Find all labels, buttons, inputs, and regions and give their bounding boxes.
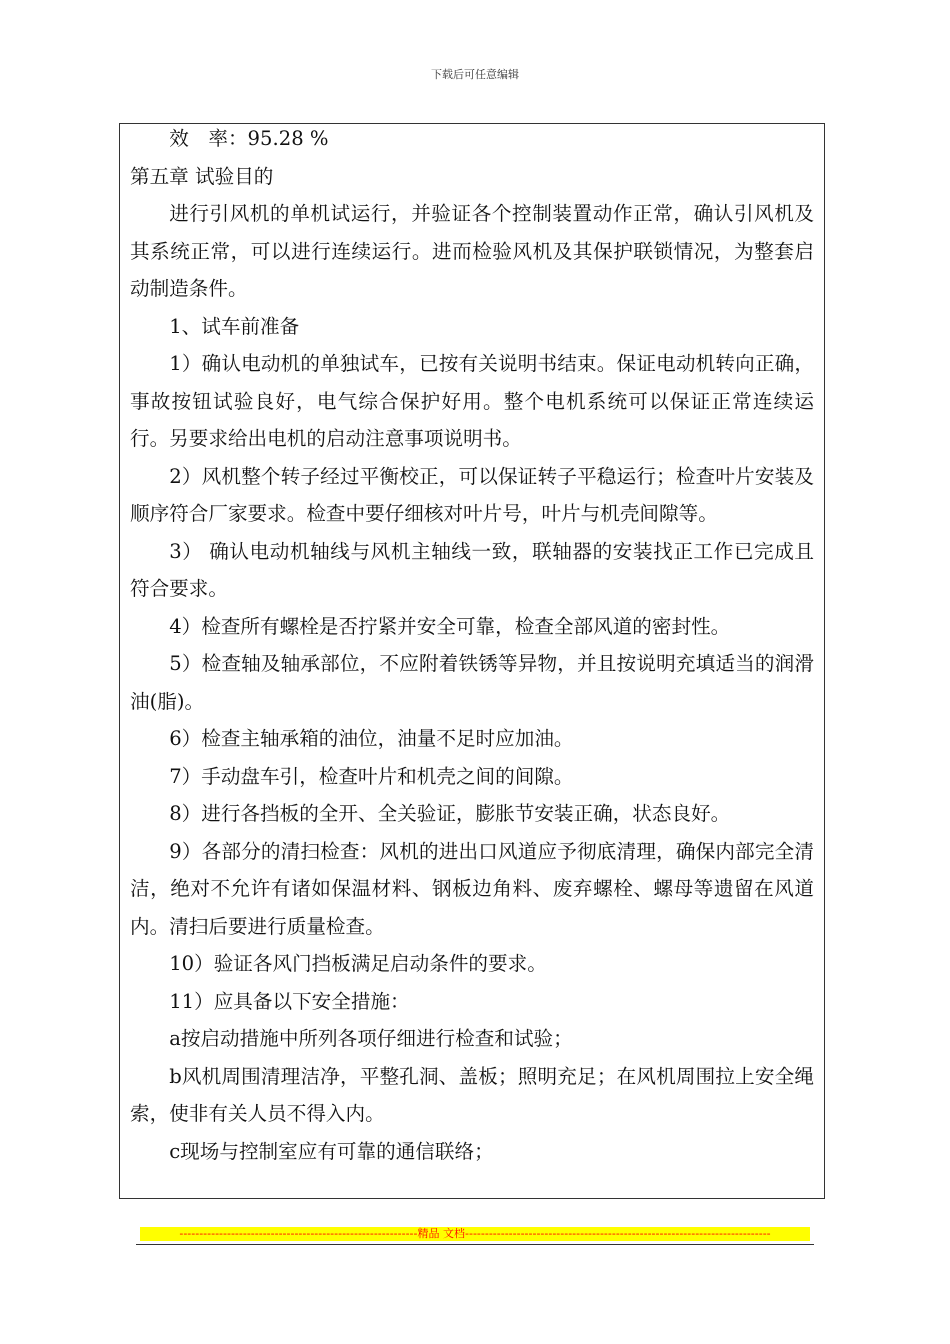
paragraph-item-3: 3） 确认电动机轴线与风机主轴线一致，联轴器的安装找正工作已完成且符合要求。 bbox=[130, 539, 814, 600]
paragraph-item-10: 10）验证各风门挡板满足启动条件的要求。 bbox=[169, 952, 547, 975]
document-content-box bbox=[119, 123, 825, 1199]
footer-rule bbox=[136, 1244, 814, 1245]
chapter-heading: 第五章 试验目的 bbox=[130, 164, 274, 188]
paragraph-item-b: b风机周围清理洁净，平整孔洞、盖板；照明充足；在风机周围拉上安全绳索，使非有关人员不得入内。 bbox=[130, 1064, 814, 1125]
paragraph-item-11: 11）应具备以下安全措施： bbox=[169, 989, 410, 1013]
section-heading-preparation: 1、试车前准备 bbox=[169, 314, 300, 338]
paragraph-item-5: 5）检查轴及轴承部位，不应附着铁锈等异物，并且按说明充填适当的润滑油(脂)。 bbox=[130, 652, 814, 713]
footer-dashes-left: ------------------------------------------------------------ bbox=[179, 1227, 418, 1240]
paragraph-purpose: 进行引风机的单机试运行，并验证各个控制装置动作正常，确认引风机及其系统正常，可以进行连续运行。进而检验风机及其保护联锁情况，为整套启动制造条件。 bbox=[130, 202, 814, 300]
paragraph-item-8: 8）进行各挡板的全开、全关验证，膨胀节安装正确，状态良好。 bbox=[169, 802, 731, 825]
paragraph-item-1: 1）确认电动机的单独试车，已按有关说明书结束。保证电动机转向正确，事故按钮试验良好，电气综合保护好用。整个电机系统可以保证正常连续运行。另要求给出电机的启动注意事项说明书。 bbox=[130, 352, 814, 450]
paragraph-item-a: a按启动措施中所列各项仔细进行检查和试验； bbox=[169, 1027, 573, 1050]
paragraph-item-4: 4）检查所有螺栓是否拧紧并安全可靠，检查全部风道的密封性。 bbox=[169, 614, 731, 638]
efficiency-line: 效 率：95.28 % bbox=[169, 127, 329, 150]
footer-highlight-bar bbox=[140, 1227, 810, 1241]
footer-label: 精品 文档 bbox=[417, 1227, 465, 1240]
paragraph-item-2: 2）风机整个转子经过平衡校正，可以保证转子平稳运行；检查叶片安装及顺序符合厂家要求。检查中要仔细核对叶片号，叶片与机壳间隙等。 bbox=[130, 464, 814, 525]
paragraph-item-7: 7）手动盘车引，检查叶片和机壳之间的间隙。 bbox=[169, 764, 574, 788]
footer-dashes-right: ----------------------------------------------------------------------------- bbox=[465, 1227, 771, 1240]
paragraph-item-6: 6）检查主轴承箱的油位，油量不足时应加油。 bbox=[169, 727, 574, 750]
paragraph-item-9: 9）各部分的清扫检查：风机的进出口风道应予彻底清理，确保内部完全清洁，绝对不允许有诸如保温材料、钢板边角料、废弃螺栓、螺母等遗留在风道内。清扫后要进行质量检查。 bbox=[130, 839, 814, 938]
page-header-note: 下载后可任意编辑 bbox=[431, 68, 519, 81]
paragraph-item-c: c现场与控制室应有可靠的通信联络； bbox=[169, 1139, 494, 1163]
